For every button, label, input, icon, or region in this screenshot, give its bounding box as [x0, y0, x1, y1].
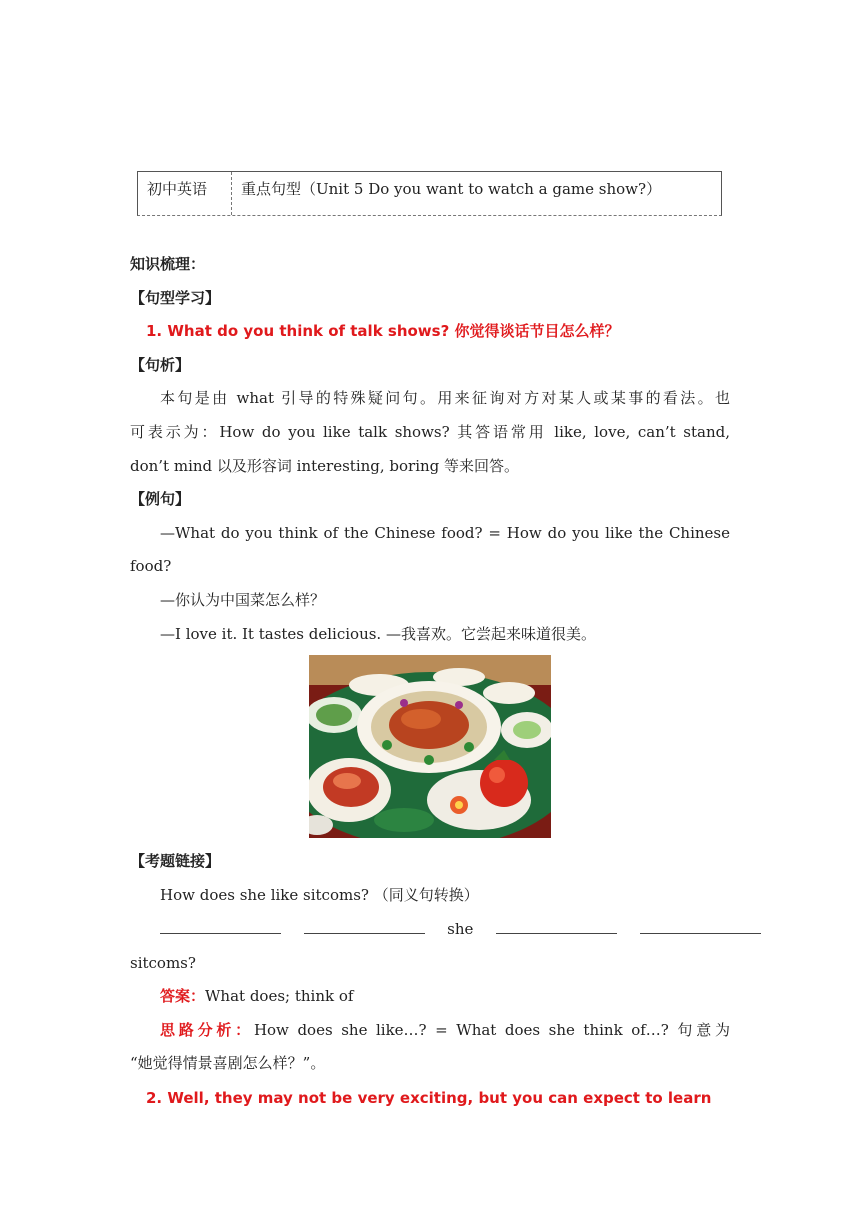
analysis-line-1: 本句是由 what 引导的特殊疑问句。用来征询对方对某人或某事的看法。也 [160, 389, 730, 407]
header-table [137, 171, 722, 216]
example-line-1: —What do you think of the Chinese food? = How do you like the Chinese [160, 524, 730, 542]
reasoning-text: How does she like…? = What does she think of…? 句意为 [253, 1021, 730, 1039]
subject-cell: 初中英语 [138, 172, 232, 215]
section-exam: 【考题链接】 [130, 852, 221, 870]
answer-blank-2[interactable] [304, 919, 425, 934]
analysis-line-2: 可表示为：How do you like talk shows? 其答语常用 like, love, can’t stand, [130, 423, 730, 441]
blank-word: she [447, 920, 474, 938]
section-pattern: 【句型学习】 [130, 289, 221, 307]
knowledge-heading: 知识梳理： [130, 255, 206, 273]
blank-row [160, 919, 761, 939]
answer-blank-3[interactable] [496, 919, 617, 934]
reasoning-row [160, 1020, 730, 1040]
reasoning-label: 思路分析： [160, 1021, 254, 1039]
chinese-banquet-photo [309, 655, 551, 838]
example-line-4: —I love it. It tastes delicious. —我喜欢。它尝起来味道很美。 [160, 625, 596, 643]
item2-title: 2. Well, they may not be very exciting, but you can expect to learn [146, 1089, 712, 1107]
example-line-3: —你认为中国菜怎么样？ [160, 591, 326, 609]
section-example: 【例句】 [130, 490, 191, 508]
answer-text: What does; think of [205, 987, 354, 1005]
analysis-line-3: don’t mind 以及形容词 interesting, boring 等来回答。 [130, 457, 520, 475]
answer-blank-4[interactable] [640, 919, 761, 934]
exam-question: How does she like sitcoms? （同义句转换） [160, 886, 479, 904]
section-analysis: 【句析】 [130, 356, 191, 374]
answer-row [160, 986, 353, 1006]
item1-title: 1. What do you think of talk shows? 你觉得谈话节目怎么样？ [146, 322, 620, 340]
reasoning-line-2: “她觉得情景喜剧怎么样？”。 [130, 1054, 326, 1072]
blank-line-2: sitcoms? [130, 954, 196, 972]
answer-blank-1[interactable] [160, 919, 281, 934]
answer-label: 答案： [160, 987, 206, 1005]
example-line-2: food? [130, 557, 172, 575]
topic-cell: 重点句型（Unit 5 Do you want to watch a game show?） [241, 180, 662, 198]
